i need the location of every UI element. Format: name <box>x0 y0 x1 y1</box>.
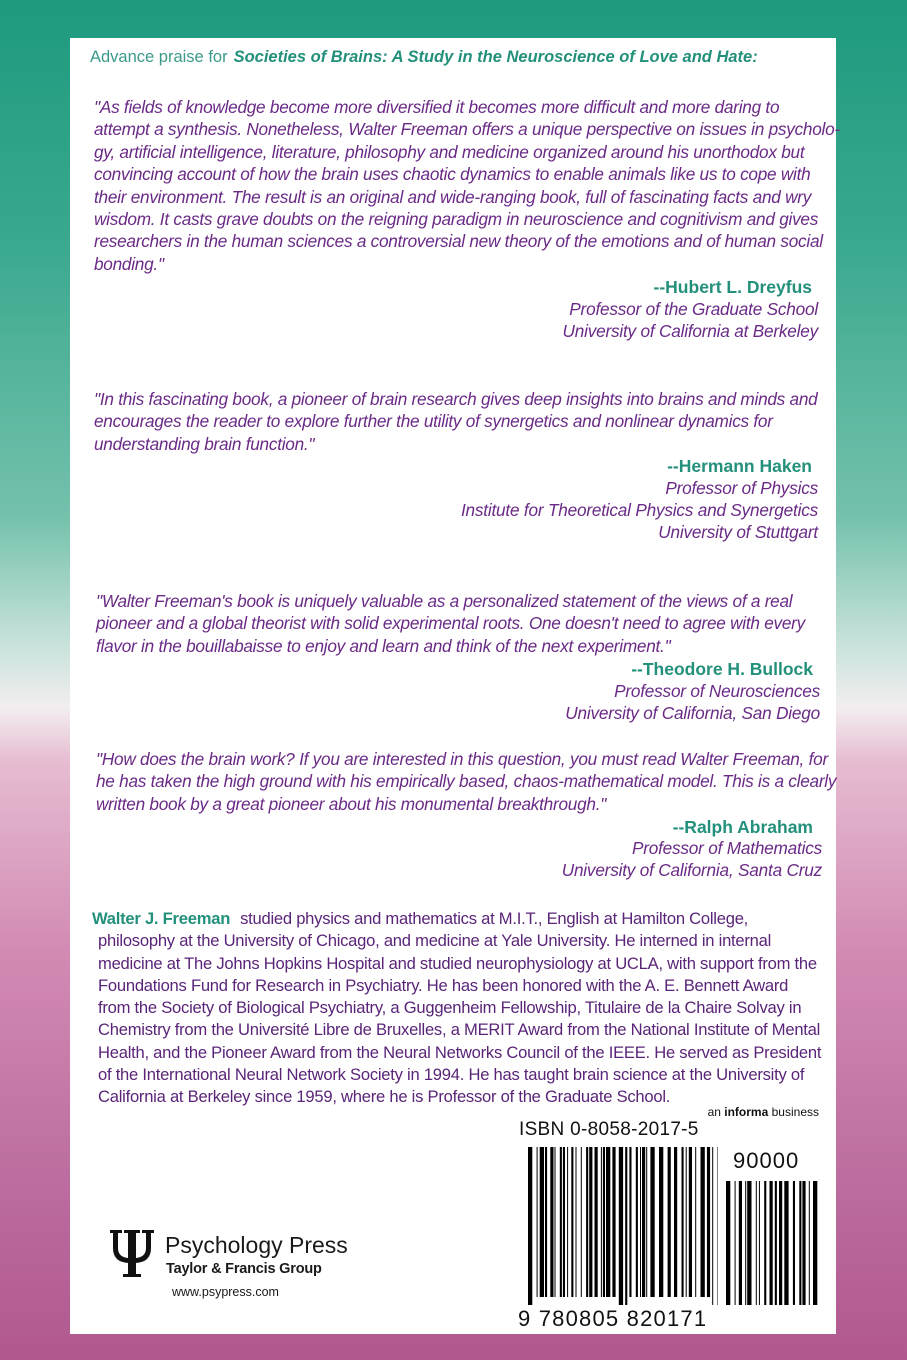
barcode-bar <box>576 1147 577 1297</box>
quote-line: he has taken the high ground with his empirically based, chaos-mathematical model. This is a clearly <box>96 771 837 792</box>
informa-brand: informa <box>724 1105 769 1119</box>
barcode-bar <box>718 1147 719 1305</box>
endorser-title: Professor of Physics <box>665 478 818 498</box>
barcode-bar <box>589 1147 592 1297</box>
quote-line: flavor in the bouillabaisse to enjoy and learn and think of the next experiment." <box>96 635 671 656</box>
endorser-institute: Institute for Theoretical Physics and Synergetics <box>460 500 818 520</box>
barcode-bar <box>764 1181 766 1305</box>
barcode-bar <box>603 1147 605 1297</box>
barcode-bar <box>581 1147 582 1297</box>
barcode-bar <box>779 1181 782 1305</box>
author-name: Walter J. Freeman <box>92 909 231 928</box>
endorser-affiliation: University of California at Berkeley <box>562 321 818 341</box>
barcode-bar <box>747 1181 751 1305</box>
publisher-website-link[interactable]: www.psypress.com <box>172 1285 279 1299</box>
bio-line: medicine at The Johns Hopkins Hospital and studied neurophysiology at UCLA, with support from the <box>98 953 817 973</box>
barcode-bar <box>695 1147 696 1297</box>
barcode-bar <box>606 1147 610 1297</box>
endorser-name: --Hermann Haken <box>667 456 812 476</box>
advance-praise-heading <box>90 48 758 67</box>
bio-line: Health, and the Pioneer Award from the Neural Networks Council of the IEEE. He served as President <box>98 1042 822 1062</box>
barcode-bar <box>689 1147 692 1297</box>
quote-line: encourages the reader to explore further the utility of synergetics and nonlinear dynamics for <box>94 411 773 432</box>
barcode-bar <box>571 1147 573 1297</box>
barcode-bar <box>707 1147 710 1297</box>
barcode-bar <box>759 1181 760 1305</box>
bio-line: from the Society of Biological Psychiatry, a Guggenheim Fellowship, Titulaire de la Chaire Solvay in <box>98 998 802 1018</box>
bio-line: Foundations Fund for Research in Psychiatry. He has been honored with the A. E. Bennett Award <box>98 975 789 995</box>
barcode-bar <box>809 1181 810 1305</box>
barcode-bar <box>682 1147 684 1297</box>
barcode-bar <box>555 1147 556 1297</box>
endorser-name: --Hubert L. Dreyfus <box>653 277 812 297</box>
addon-bars <box>726 1181 817 1305</box>
quote-line: wisdom. It casts grave doubts on the reigning paradigm in neuroscience and cognitivism and gives <box>94 209 819 230</box>
psychology-press-psi-logo-icon <box>104 1224 160 1282</box>
quote-line: understanding brain function." <box>94 433 315 454</box>
endorsement-quote-2 <box>94 388 817 455</box>
barcode-bar <box>537 1147 538 1297</box>
endorser-name: --Ralph Abraham <box>672 817 813 837</box>
bio-first-line <box>92 908 821 930</box>
barcode-bar <box>601 1147 602 1297</box>
barcode-bar <box>770 1181 773 1305</box>
barcode-bar <box>739 1181 742 1305</box>
endorsement-quote-4 <box>96 748 836 815</box>
barcode-bar <box>701 1147 705 1297</box>
barcode-bar <box>799 1181 801 1305</box>
endorser-title: Professor of Neurosciences <box>614 681 820 701</box>
barcode-bar <box>674 1147 677 1297</box>
informa-prefix: an <box>707 1105 721 1119</box>
quote-line: "In this fascinating book, a pioneer of brain research gives deep insights into brains and minds and <box>94 389 818 409</box>
quote-line: researchers in the human sciences a controversial new theory of the emotions and of human social <box>94 231 823 252</box>
barcode-bar <box>563 1147 565 1297</box>
ean-digits: 9 780805 820171 <box>518 1306 708 1331</box>
barcode-bar <box>668 1147 671 1297</box>
endorser-title: Professor of Mathematics <box>631 838 822 858</box>
barcode-bar <box>712 1147 713 1305</box>
bio-line: California at Berkeley since 1959, where he is Professor of the Graduate School. <box>98 1087 671 1107</box>
price-code: 90000 <box>733 1148 800 1173</box>
barcode-bar <box>726 1181 730 1305</box>
barcode-bar <box>636 1147 638 1297</box>
isbn-number: ISBN 0-8058-2017-5 <box>519 1119 699 1140</box>
barcode-bar <box>560 1147 562 1297</box>
bio-line: of the International Neural Network Society in 1994. He has taught brain science at the University of <box>98 1065 805 1085</box>
quote-line: gy, artificial intelligence, literature, philosophy and medicine organized around his unorthodox but <box>94 141 805 162</box>
barcode-bar <box>793 1181 795 1305</box>
publisher-name: Psychology Press <box>165 1232 348 1258</box>
quote-line: convincing account of how the brain uses chaotic dynamics to enable animals like us to cope with <box>94 164 811 185</box>
informa-suffix: business <box>771 1105 819 1119</box>
barcode-bar <box>540 1147 544 1297</box>
barcode-bar <box>612 1147 615 1297</box>
barcode-bar <box>784 1181 788 1305</box>
barcode-bar <box>813 1181 817 1305</box>
quote-line: "How does the brain work? If you are interested in this question, you must read Walter Freeman, for <box>96 749 828 769</box>
barcode-bar <box>625 1147 627 1305</box>
quote-line: attempt a synthesis. Nonetheless, Walter Freeman offers a unique perspective on issues in psycholo- <box>94 119 840 140</box>
book-title: Societies of Brains: A Study in the Neuroscience of Love and Hate: <box>233 48 758 66</box>
quote-line: their environment. The result is an original and wide-ranging book, full of fascinating facts and wry <box>94 186 812 207</box>
barcode-bar <box>550 1147 553 1297</box>
barcode-bar <box>646 1147 647 1297</box>
barcode-bar <box>640 1147 641 1297</box>
bio-line: philosophy at the University of Chicago, and medicine at Yale University. He interned in internal <box>98 931 772 951</box>
barcode-bar <box>545 1147 547 1297</box>
barcode-bar <box>619 1147 623 1305</box>
quote-line: "As fields of knowledge become more diversified it becomes more difficult and more daring to <box>94 97 780 117</box>
barcode-bar <box>650 1147 654 1297</box>
advance-praise-prefix: Advance praise for <box>90 48 228 66</box>
barcode-bar <box>528 1147 532 1305</box>
informa-business-tagline <box>708 1105 819 1119</box>
barcode-bar <box>756 1181 757 1305</box>
barcode-bar <box>567 1147 568 1297</box>
quote-line: written book by a great pioneer about his monumental breakthrough." <box>96 793 607 814</box>
bio-text: studied physics and mathematics at M.I.T., English at Hamilton College, <box>240 909 749 928</box>
endorser-affiliation: University of Stuttgart <box>658 522 818 542</box>
barcode-bar <box>802 1181 805 1305</box>
barcode-bar <box>642 1147 645 1297</box>
endorser-title: Professor of the Graduate School <box>569 299 818 319</box>
barcode-bar <box>629 1147 631 1297</box>
publisher-group: Taylor & Francis Group <box>166 1261 322 1277</box>
quote-line: "Walter Freeman's book is uniquely valuable as a personalized statement of the views of a real <box>96 591 793 611</box>
barcode-bar <box>686 1147 687 1297</box>
quote-line: pioneer and a global theorist with solid experimental roots. One doesn't need to agree with every <box>96 613 805 634</box>
bio-line: Chemistry from the Université Libre de Bruxelles, a MERIT Award from the National Institute of Mental <box>98 1020 821 1040</box>
endorser-affiliation: University of California, Santa Cruz <box>561 860 822 880</box>
barcode-bar <box>735 1181 736 1305</box>
barcode-bar <box>775 1181 777 1305</box>
endorsement-quote-3 <box>96 590 805 657</box>
endorsement-quote-1 <box>94 96 840 275</box>
barcode-bar <box>595 1147 598 1297</box>
barcode-bar <box>745 1181 746 1305</box>
barcode-bar <box>586 1147 588 1297</box>
endorser-affiliation: University of California, San Diego <box>565 703 820 723</box>
endorser-name: --Theodore H. Bullock <box>631 659 813 679</box>
author-bio <box>92 908 821 1109</box>
quote-line: bonding." <box>94 253 164 274</box>
barcode-bar <box>659 1147 663 1297</box>
